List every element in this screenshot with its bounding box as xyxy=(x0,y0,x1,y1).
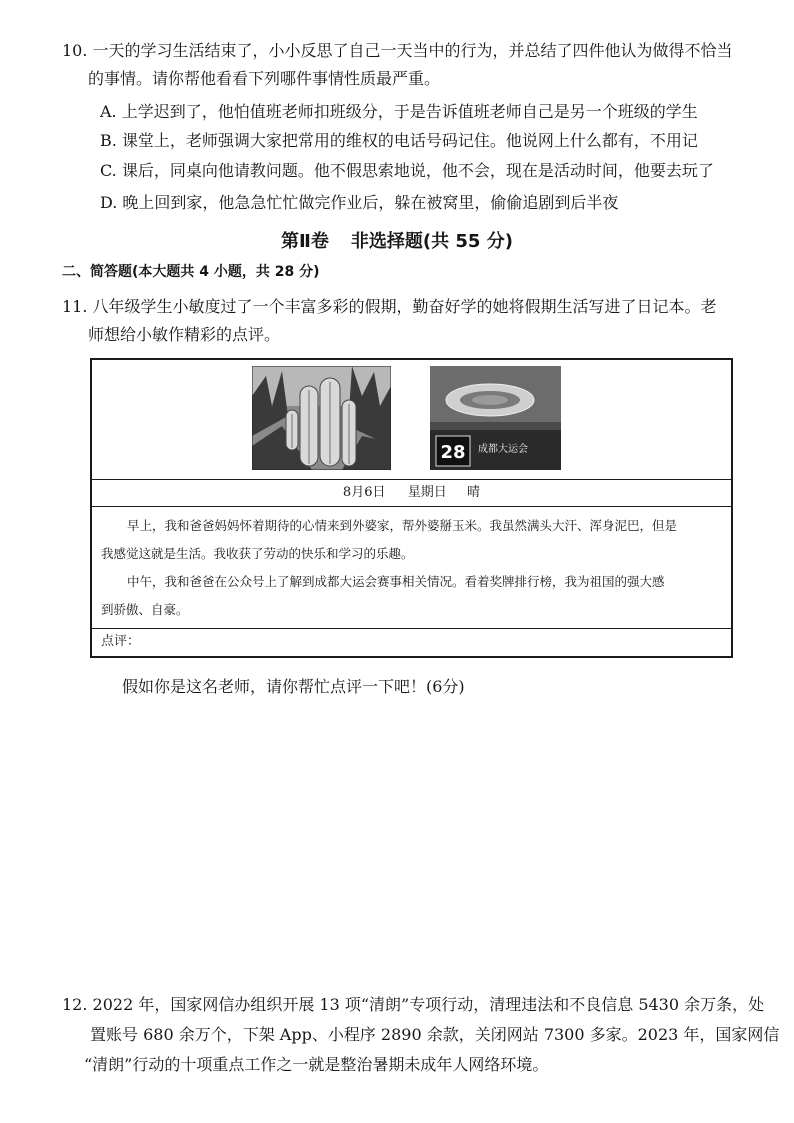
q10-option-c: C. 课后，同桌向他请教问题。他不假思索地说，他不会，现在是活动时间，他要去玩了 xyxy=(100,161,714,180)
diary-line xyxy=(101,512,723,540)
q11-stem-line2: 师想给小敏作精彩的点评。 xyxy=(88,325,281,344)
q10-option-b: B. 课堂上，老师强调大家把常用的维权的电话号码记住。他说网上什么都有，不用记 xyxy=(100,131,698,150)
diary-body xyxy=(101,512,723,624)
diary-table xyxy=(90,358,733,658)
q12-line3: “清朗”行动的十项重点工作之一就是整治暑期未成年人网络环境。 xyxy=(84,1055,549,1074)
divider xyxy=(92,506,731,507)
q11-ask: 假如你是这名老师，请你帮忙点评一下吧！(6分) xyxy=(122,677,465,696)
diary-image-row xyxy=(92,360,731,479)
q12-line2: 置账号 680 余万个，下架 App、小程序 2890 余款，关闭网站 7300 多家。2023 年，国家网信 xyxy=(90,1025,780,1044)
badge-caption: 成都大运会 xyxy=(478,444,528,455)
badge-number: 28 xyxy=(440,442,466,463)
subsection-title: 二、简答题(本大题共 4 小题，共 28 分) xyxy=(62,264,320,280)
comment-label: 点评： xyxy=(101,634,141,649)
diary-date-row xyxy=(92,480,731,506)
q10-option-a: A. 上学迟到了，他怕值班老师扣班级分，于是告诉值班老师自己是另一个班级的学生 xyxy=(100,102,698,121)
cactus-photo xyxy=(252,366,391,470)
diary-text: 早上，我和爸爸妈妈怀着期待的心情来到外婆家，帮外婆掰玉米。我虽然满头大汗、浑身泥巴，但是 xyxy=(127,518,678,533)
q12-line1: 12. 2022 年，国家网信办组织开展 13 项“清朗”专项行动，清理违法和不良信息 5430 余万条，处 xyxy=(62,995,765,1014)
diary-text: 中午，我和爸爸在公众号上了解到成都大运会赛事相关情况。看着奖牌排行榜，我为祖国的强大感 xyxy=(127,574,665,589)
section-name: 非选择题(共 55 分) xyxy=(350,231,513,252)
diary-weekday: 星期日 xyxy=(407,485,447,500)
section-part: 第Ⅱ卷 xyxy=(281,231,329,252)
section-title xyxy=(0,230,794,254)
q10-stem-line2: 的事情。请你帮他看看下列哪件事情性质最严重。 xyxy=(88,69,441,88)
q10-option-d: D. 晚上回到家，他急急忙忙做完作业后，躲在被窝里，偷偷追剧到后半夜 xyxy=(100,193,619,212)
diary-line xyxy=(101,568,723,596)
q10-stem-line1: 10. 一天的学习生活结束了，小小反思了自己一天当中的行为，并总结了四件他认为做得不恰当 xyxy=(62,41,733,60)
diary-line xyxy=(101,540,723,568)
diary-text: 我感觉这就是生活。我收获了劳动的快乐和学习的乐趣。 xyxy=(101,546,414,561)
diary-text: 到骄傲、自豪。 xyxy=(101,602,189,617)
divider xyxy=(92,628,731,629)
diary-weather: 晴 xyxy=(467,485,481,500)
q11-stem-line1: 11. 八年级学生小敏度过了一个丰富多彩的假期，勤奋好学的她将假期生活写进了日记本。老 xyxy=(62,297,717,316)
diary-date: 8月6日 xyxy=(342,485,386,500)
diary-line xyxy=(101,596,723,624)
